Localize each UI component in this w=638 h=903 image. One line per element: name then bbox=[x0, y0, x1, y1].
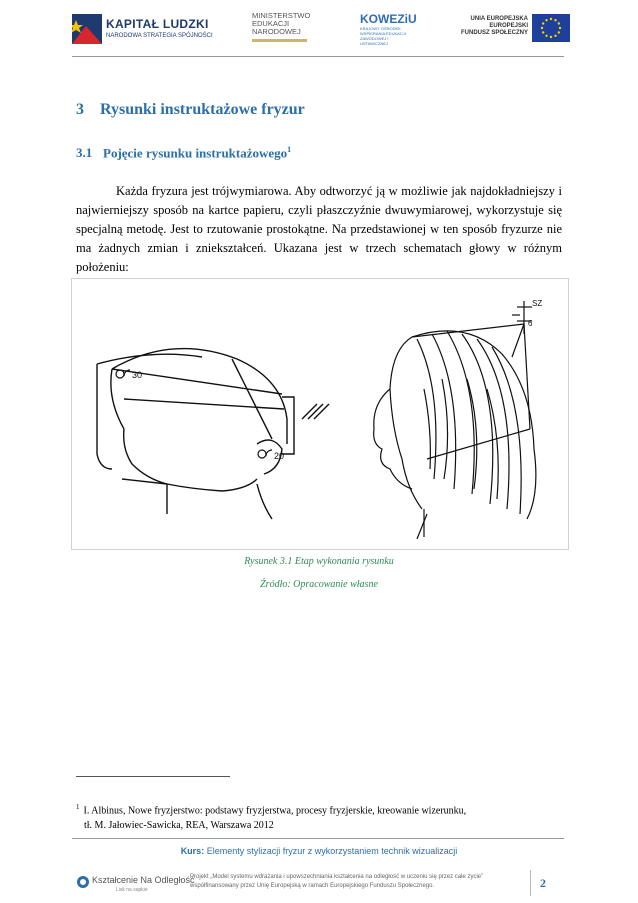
footnote-line-1: I. Albinus, Nowe fryzjerstwo: podstawy fryzjerstwa, procesy fryzjerskie, kreowanie wizerunku, bbox=[83, 805, 467, 817]
angle-label-20: 20 bbox=[274, 451, 285, 461]
figure-caption: Rysunek 3.1 Etap wykonania rysunku bbox=[244, 556, 394, 567]
koweziu-logo bbox=[360, 12, 416, 44]
kapital-ludzki-logo bbox=[72, 12, 213, 48]
footnote-reference[interactable]: 1 bbox=[287, 145, 292, 154]
scale-label-6: 6 bbox=[528, 319, 533, 328]
kno-logo-text: Kształcenie Na Odległość bbox=[92, 875, 195, 885]
long-hair-head-drawing bbox=[374, 301, 536, 539]
project-info bbox=[190, 873, 520, 891]
kapital-ludzki-subtitle: NARODOWA STRATEGIA SPÓJNOŚCI bbox=[106, 33, 213, 39]
kno-logo-icon bbox=[76, 875, 90, 889]
footnote-line-2: tł. M. Jałowiec-Sawicka, REA, Warszawa 2012 bbox=[84, 820, 274, 832]
figure-frame bbox=[71, 278, 569, 550]
section-heading bbox=[76, 101, 305, 119]
subsection-title: Pojęcie rysunku instruktażowego bbox=[103, 145, 288, 161]
course-line bbox=[0, 846, 638, 856]
project-line-1: Projekt „Model systemu wdrażania i upowszechniania kształcenia na odległość w uczeniu się przez całe życie” bbox=[190, 874, 484, 880]
figure-source: Źródło: Opracowanie własne bbox=[260, 579, 378, 590]
ministry-name: MINISTERSTWO EDUKACJI NARODOWEJ bbox=[252, 11, 311, 36]
eu-flag-icon bbox=[532, 14, 570, 42]
body-paragraph bbox=[76, 182, 562, 277]
eu-text: UNIA EUROPEJSKA EUROPEJSKI FUNDUSZ SPOŁECZNY bbox=[460, 16, 528, 36]
figure-illustration bbox=[72, 279, 568, 549]
subsection-number: 3.1 bbox=[76, 145, 93, 161]
project-line-2: współfinansowany przez Unię Europejską w ramach Europejskiego Funduszu Społecznego. bbox=[190, 883, 435, 889]
koweziu-subtitle: KRAJOWY OŚRODEK WSPIERANIA EDUKACJI ZAWODOWEJ I USTAWICZNEJ bbox=[360, 26, 406, 46]
kno-logo-subtitle: Lisk na sapkie bbox=[116, 887, 148, 893]
footer-divider bbox=[72, 838, 564, 839]
eu-logo bbox=[460, 14, 570, 44]
ministry-bar bbox=[252, 39, 307, 42]
course-label: Kurs: bbox=[180, 846, 205, 856]
footnote-divider bbox=[76, 776, 230, 777]
koweziu-name: KOWEZiU bbox=[360, 12, 417, 26]
subsection-heading bbox=[76, 145, 291, 161]
kapital-ludzki-title: KAPITAŁ LUDZKI bbox=[106, 17, 209, 31]
footnote bbox=[76, 800, 556, 833]
kno-logo bbox=[76, 873, 195, 895]
ministry-logo bbox=[252, 12, 322, 46]
section-number: 3 bbox=[76, 101, 84, 118]
kapital-ludzki-flag-icon bbox=[72, 14, 102, 44]
footer-separator bbox=[530, 870, 531, 896]
scale-label-sz: SZ bbox=[532, 299, 543, 308]
angle-marker-20 bbox=[258, 450, 284, 461]
paragraph-text: Każda fryzura jest trójwymiarowa. Aby odtworzyć ją w możliwie jak najdokładniejszy i najwierniejszy sposób na kartce papieru, czyli płaszczyźnie dwuwymiarowej, wykorzystuje się specjalną metodę. Jest to rzutowanie prostokątne. Na przedstawionej w ten sposób fryzurze nie ma żadnych zmian i zniekształceń. Ukazana jest w trzech schematach głowy w różnym położeniu: bbox=[76, 184, 562, 274]
course-title: Elementy stylizacji fryzur z wykorzystaniem technik wizualizacji bbox=[206, 846, 458, 856]
section-title: Rysunki instruktażowe fryzur bbox=[100, 101, 305, 118]
footnote-number: 1 bbox=[76, 803, 80, 811]
header-divider bbox=[72, 56, 564, 57]
page-number: 2 bbox=[540, 876, 546, 890]
angle-label-30: 30 bbox=[132, 370, 143, 380]
